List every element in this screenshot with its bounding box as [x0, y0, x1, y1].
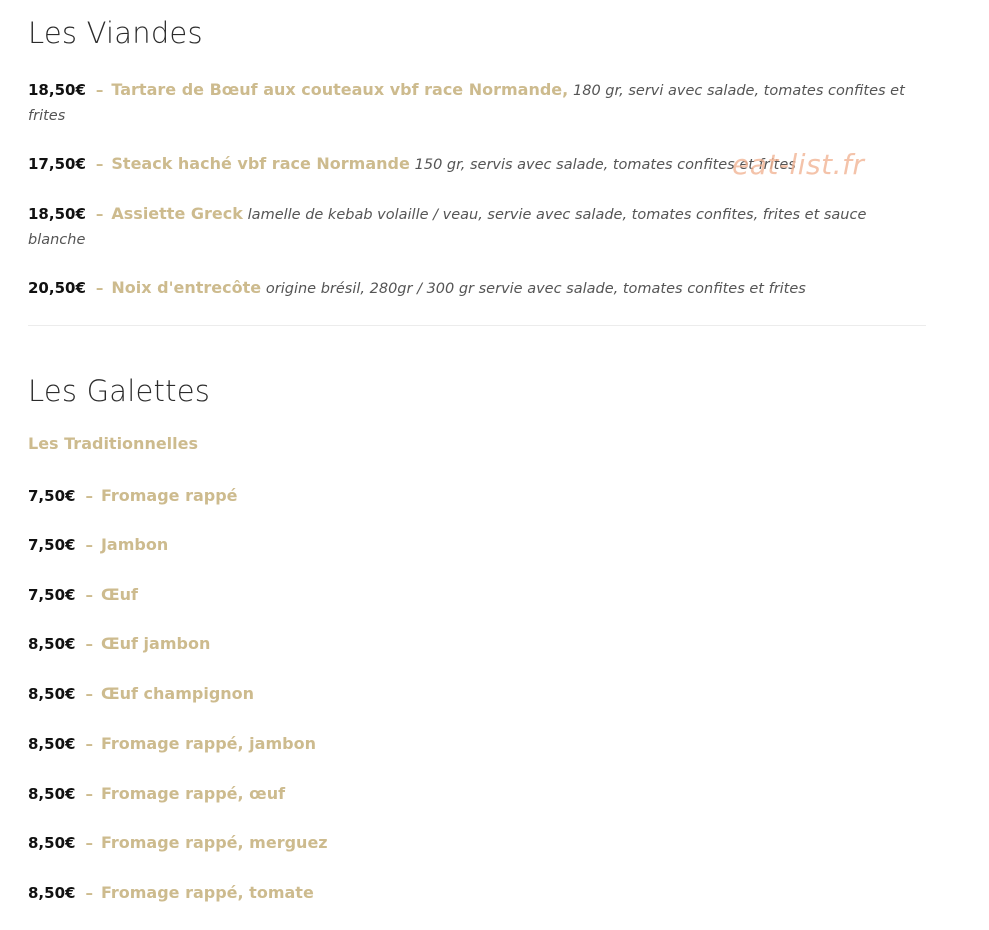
- item-dash: –: [85, 884, 93, 902]
- menu-item: [28, 78, 923, 128]
- item-dash: –: [85, 785, 93, 803]
- menu-item: [28, 881, 923, 905]
- section-title-galettes: Les Galettes: [28, 374, 211, 408]
- item-price: 20,50€: [28, 279, 86, 297]
- item-dash: –: [95, 81, 104, 99]
- item-price: 8,50€: [28, 884, 76, 902]
- item-dash: –: [85, 635, 93, 653]
- item-price: 18,50€: [28, 205, 86, 223]
- item-name: Assiette Greck: [111, 204, 243, 223]
- menu-item: [28, 583, 923, 607]
- menu-item: [28, 152, 923, 177]
- item-name: Noix d'entrecôte: [111, 278, 262, 297]
- item-dash: –: [95, 155, 104, 173]
- item-name: Fromage rappé: [100, 486, 238, 505]
- watermark-text: eat-list.fr: [732, 148, 865, 181]
- menu-item: [28, 484, 923, 508]
- item-dash: –: [85, 685, 93, 703]
- item-dash: –: [85, 536, 93, 554]
- item-description: origine brésil, 280gr / 300 gr servie avec salade, tomates confites et frites: [265, 281, 806, 297]
- subheading-traditionnelles: Les Traditionnelles: [28, 434, 199, 453]
- item-dash: –: [95, 279, 104, 297]
- menu-item: [28, 782, 923, 806]
- item-name: Fromage rappé, jambon: [100, 734, 316, 753]
- item-price: 17,50€: [28, 155, 86, 173]
- item-price: 8,50€: [28, 735, 76, 753]
- item-name: Jambon: [100, 535, 169, 554]
- item-dash: –: [85, 586, 93, 604]
- menu-item: [28, 682, 923, 706]
- section-divider: [28, 325, 926, 326]
- item-dash: –: [85, 487, 93, 505]
- item-name: Tartare de Bœuf aux couteaux vbf race Normande,: [111, 80, 569, 99]
- item-price: 7,50€: [28, 487, 76, 505]
- item-price: 7,50€: [28, 586, 76, 604]
- item-name: Œuf champignon: [100, 684, 255, 703]
- item-name: Œuf: [100, 585, 138, 604]
- item-dash: –: [95, 205, 104, 223]
- item-dash: –: [85, 735, 93, 753]
- item-name: Fromage rappé, merguez: [100, 833, 328, 852]
- menu-item: [28, 202, 923, 252]
- item-name: Fromage rappé, tomate: [100, 883, 314, 902]
- item-name: Steack haché vbf race Normande: [111, 154, 410, 173]
- item-price: 8,50€: [28, 834, 76, 852]
- menu-item: [28, 831, 923, 855]
- menu-item: [28, 632, 923, 656]
- menu-item: [28, 276, 923, 301]
- item-description: lamelle de kebab volaille / veau, servie avec salade, tomates confites, frites et sauce blanche: [28, 207, 867, 248]
- item-price: 7,50€: [28, 536, 76, 554]
- item-description: 150 gr, servis avec salade, tomates confites et frites: [414, 157, 796, 173]
- item-price: 8,50€: [28, 685, 76, 703]
- item-name: Œuf jambon: [100, 634, 211, 653]
- item-price: 8,50€: [28, 635, 76, 653]
- item-price: 8,50€: [28, 785, 76, 803]
- item-name: Fromage rappé, œuf: [100, 784, 286, 803]
- menu-item: [28, 533, 923, 557]
- menu-item: [28, 732, 923, 756]
- section-title-viandes: Les Viandes: [28, 16, 203, 50]
- item-description: 180 gr, servi avec salade, tomates confites et frites: [28, 83, 905, 124]
- item-price: 18,50€: [28, 81, 86, 99]
- item-dash: –: [85, 834, 93, 852]
